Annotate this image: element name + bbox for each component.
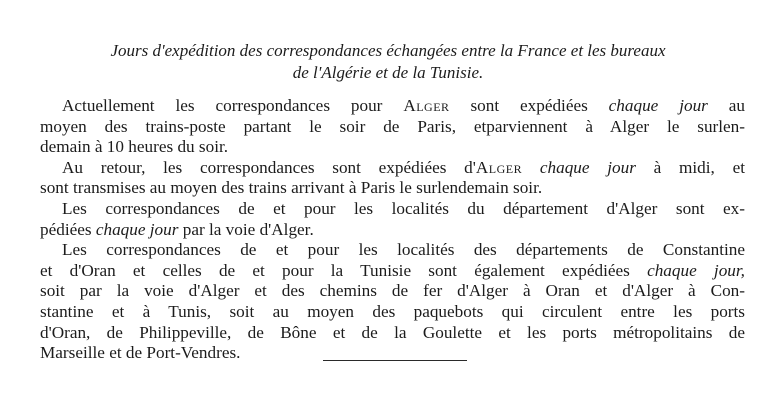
paragraph-2-line-1: Au retour, les correspondances sont expédiées d'Alger chaque jour à midi, et xyxy=(62,157,745,177)
paragraph-4-line-6: Marseille et de Port-Vendres. xyxy=(40,343,241,363)
emphasis: chaque jour xyxy=(95,219,179,239)
paragraph-4-line-2: et d'Oran et celles de et pour la Tunisie sont également expédiées chaque jour, xyxy=(40,260,745,280)
paragraph-4-line-1: Les correspondances de et pour les localités des départements de Constantine xyxy=(62,240,745,260)
paragraph-3-line-2: pédiées chaque jour par la voie d'Alger. xyxy=(40,219,314,239)
paragraph-4-line-3: soit par la voie d'Alger et des chemins de fer d'Alger à Oran et d'Alger à Con- xyxy=(40,281,745,301)
paragraph-1-line-1: Actuellement les correspondances pour Alger sont expédiées chaque jour au xyxy=(62,96,745,115)
paragraph-2-line-2: sont transmises au moyen des trains arrivant à Paris le surlendemain soir. xyxy=(40,178,543,198)
emphasis: chaque jour xyxy=(608,96,708,115)
paragraph-1-line-3: demain à 10 heures du soir. xyxy=(40,137,229,157)
closing-rule-divider xyxy=(323,360,467,361)
emphasis: chaque jour xyxy=(539,157,636,177)
paragraph-1-line-2: moyen des trains-poste partant le soir de Paris, etparviennent à Alger le surlen- xyxy=(40,116,745,136)
section-title xyxy=(30,40,746,84)
title-line-2: de l'Algérie et de la Tunisie. xyxy=(292,63,484,82)
place-name: Alger xyxy=(475,157,523,177)
title-line-1: Jours d'expédition des correspondances échangées entre la France et les bureaux xyxy=(110,41,666,60)
paragraph-3-line-1: Les correspondances de et pour les localités du département d'Alger sont ex- xyxy=(62,198,745,218)
emphasis: chaque jour, xyxy=(647,260,745,280)
body-text xyxy=(40,96,745,364)
paragraph-4-line-5: d'Oran, de Philippeville, de Bône et de la Goulette et les ports métropolitains de xyxy=(40,322,745,342)
paragraph-4-line-4: stantine et à Tunis, soit au moyen des paquebots qui circulent entre les ports xyxy=(40,301,745,321)
place-name: Alger xyxy=(403,96,450,115)
